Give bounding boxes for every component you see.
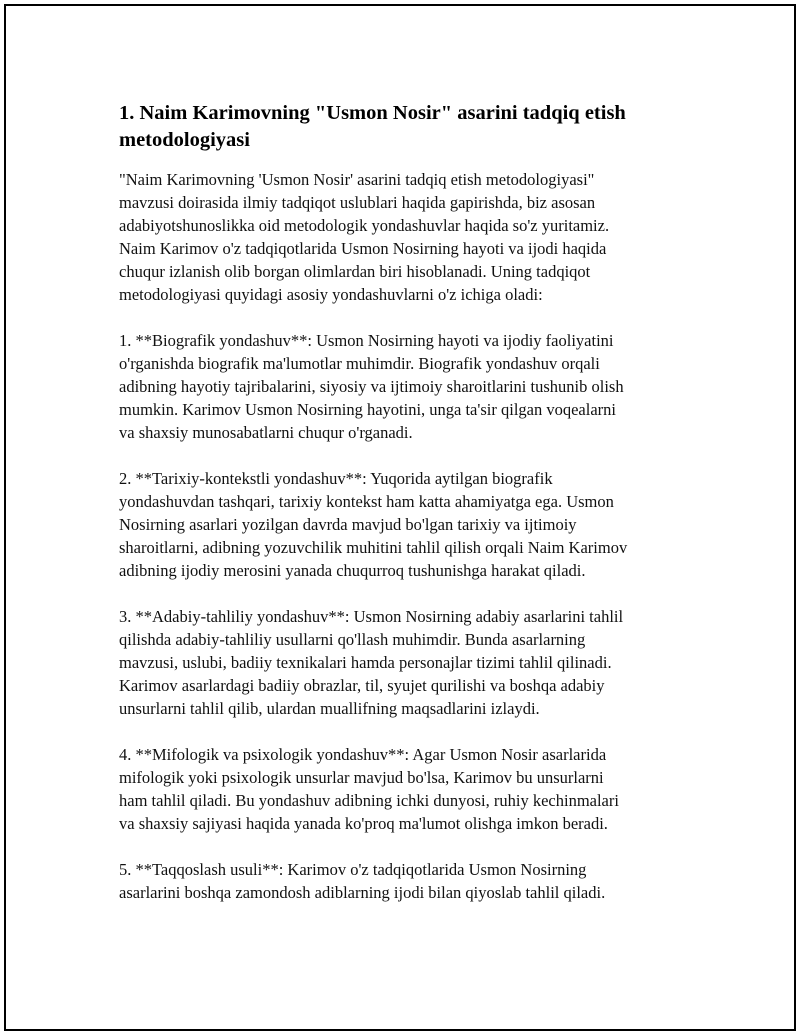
text-line: yondashuvdan tashqari, tarixiy kontekst ham katta ahamiyatga ega. Usmon: [119, 492, 614, 511]
text-line: "Naim Karimovning 'Usmon Nosir' asarini tadqiq etish metodologiyasi": [119, 170, 595, 189]
text-line: metodologiyasi quyidagi asosiy yondashuvlarni o'z ichiga oladi:: [119, 285, 543, 304]
text-line: va shaxsiy munosabatlarni chuqur o'rganadi.: [119, 423, 413, 442]
text-line: mavzusi doirasida ilmiy tadqiqot uslublari haqida gapirishda, biz asosan: [119, 193, 596, 212]
list-item-comparative: [119, 858, 699, 904]
text-line: qilishda adabiy-tahliliy usullarni qo'llash muhimdir. Bunda asarlarning: [119, 630, 586, 649]
text-line: mifologik yoki psixologik unsurlar mavjud bo'lsa, Karimov bu unsurlarni: [119, 768, 604, 787]
heading-line: 1. Naim Karimovning "Usmon Nosir" asarini tadqiq etish: [119, 102, 626, 124]
text-line: ham tahlil qiladi. Bu yondashuv adibning ichki dunyosi, ruhiy kechinmalari: [119, 791, 619, 810]
text-line: 2. **Tarixiy-kontekstli yondashuv**: Yuqorida aytilgan biografik: [119, 469, 553, 488]
text-line: 4. **Mifologik va psixologik yondashuv**: Agar Usmon Nosir asarlarida: [119, 745, 607, 764]
text-line: Nosirning asarlari yozilgan davrda mavjud bo'lgan tarixiy va ijtimoiy: [119, 515, 577, 534]
text-line: unsurlarni tahlil qilib, ulardan muallifning maqsadlarini izlaydi.: [119, 699, 540, 718]
section-heading: [119, 100, 699, 154]
text-line: mavzusi, uslubi, badiiy texnikalari hamda personajlar tizimi tahlil qilinadi.: [119, 653, 612, 672]
text-line: 1. **Biografik yondashuv**: Usmon Nosirning hayoti va ijodiy faoliyatini: [119, 331, 614, 350]
list-item-historical: [119, 467, 699, 582]
text-line: mumkin. Karimov Usmon Nosirning hayotini, unga ta'sir qilgan voqealarni: [119, 400, 616, 419]
text-line: va shaxsiy sajiyasi haqida yanada ko'proq ma'lumot olishga imkon beradi.: [119, 814, 608, 833]
text-line: adibning hayotiy tajribalarini, siyosiy va ijtimoiy sharoitlarini tushunib olish: [119, 377, 624, 396]
heading-line: metodologiyasi: [119, 129, 250, 151]
list-item-mythological: [119, 743, 699, 835]
text-line: adabiyotshunoslikka oid metodologik yondashuvlar haqida so'z yuritamiz.: [119, 216, 610, 235]
text-line: adibning ijodiy merosini yanada chuqurroq tushunishga harakat qiladi.: [119, 561, 586, 580]
document-body: [119, 100, 699, 927]
page-frame: [4, 4, 796, 1031]
text-line: asarlarini boshqa zamondosh adiblarning ijodi bilan qiyoslab tahlil qiladi.: [119, 883, 606, 902]
intro-paragraph: [119, 168, 699, 306]
text-line: 3. **Adabiy-tahliliy yondashuv**: Usmon Nosirning adabiy asarlarini tahlil: [119, 607, 624, 626]
text-line: chuqur izlanish olib borgan olimlardan biri hisoblanadi. Uning tadqiqot: [119, 262, 591, 281]
text-line: 5. **Taqqoslash usuli**: Karimov o'z tadqiqotlarida Usmon Nosirning: [119, 860, 587, 879]
text-line: Naim Karimov o'z tadqiqotlarida Usmon Nosirning hayoti va ijodi haqida: [119, 239, 607, 258]
text-line: o'rganishda biografik ma'lumotlar muhimdir. Biografik yondashuv orqali: [119, 354, 600, 373]
list-item-biographical: [119, 329, 699, 444]
list-item-literary: [119, 605, 699, 720]
text-line: sharoitlarni, adibning yozuvchilik muhitini tahlil qilish orqali Naim Karimov: [119, 538, 628, 557]
text-line: Karimov asarlardagi badiiy obrazlar, til, syujet qurilishi va boshqa adabiy: [119, 676, 605, 695]
